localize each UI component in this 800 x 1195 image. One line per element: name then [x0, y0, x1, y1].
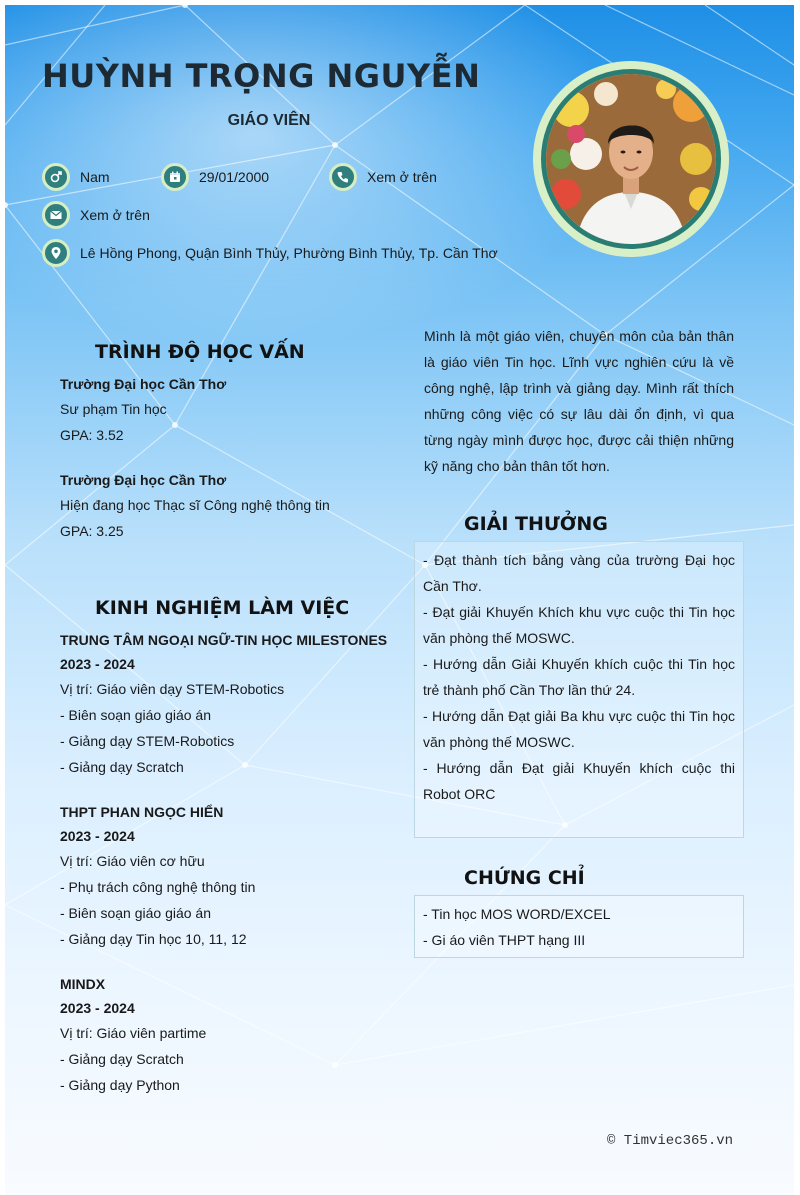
- email-icon: [42, 201, 70, 229]
- address-value: Lê Hồng Phong, Quận Bình Thủy, Phường Bình Thủy, Tp. Cần Thơ: [80, 245, 498, 261]
- info-birthday: [161, 163, 269, 191]
- experience-company: MINDX: [60, 976, 106, 992]
- education-major: Hiện đang học Thạc sĩ Công nghệ thông tin: [60, 497, 330, 513]
- education-gpa: GPA: 3.52: [60, 427, 124, 443]
- certificates-title: CHỨNG CHỈ: [464, 867, 585, 889]
- experience-period: 2023 - 2024: [60, 1000, 135, 1016]
- certificates-box: [414, 895, 744, 958]
- location-pin-icon: [42, 239, 70, 267]
- experience-task: - Giảng dạy Scratch: [60, 759, 184, 775]
- experience-position: Vị trí: Giáo viên dạy STEM-Robotics: [60, 681, 285, 697]
- experience-task: - Giảng dạy Tin học 10, 11, 12: [60, 931, 247, 947]
- gender-value: Nam: [80, 169, 110, 185]
- experience-company: TRUNG TÂM NGOẠI NGỮ-TIN HỌC MILESTONES: [60, 632, 388, 648]
- candidate-role: GIÁO VIÊN: [227, 112, 311, 129]
- calendar-icon: [161, 163, 189, 191]
- award-item: - Hướng dẫn Đạt giải Ba khu vực cuộc thi Tin học văn phòng thế MOSWC.: [423, 708, 735, 750]
- certificate-item: - Tin học MOS WORD/EXCEL: [423, 906, 611, 922]
- phone-icon: [329, 163, 357, 191]
- email-value: Xem ở trên: [80, 207, 150, 223]
- gender-icon: [42, 163, 70, 191]
- education-major: Sư phạm Tin học: [60, 401, 167, 417]
- experience-title: KINH NGHIỆM LÀM VIỆC: [95, 597, 350, 619]
- experience-task: - Phụ trách công nghệ thông tin: [60, 879, 256, 895]
- avatar: [541, 69, 721, 249]
- experience-task: - Giảng dạy Python: [60, 1077, 180, 1093]
- award-item: - Đạt giải Khuyến Khích khu vực cuộc thi Tin học văn phòng thế MOSWC.: [423, 604, 735, 646]
- about-text: Mình là một giáo viên, chuyên môn của bản thân là giáo viên Tin học. Lĩnh vực nghiên cứu là về công nghệ, lập trình và giảng dạy. Mình rất thích những công việc có sự lâu dài ổn định, vì qua từng ngày mình được học, được cải thiện những kỹ năng cho bản thân tốt hơn.: [424, 328, 734, 474]
- experience-task: - Giảng dạy STEM-Robotics: [60, 733, 235, 749]
- education-gpa: GPA: 3.25: [60, 523, 124, 539]
- experience-position: Vị trí: Giáo viên cơ hữu: [60, 853, 205, 869]
- award-item: - Hướng dẫn Đạt giải Khuyến khích cuộc thi Robot ORC: [423, 760, 735, 802]
- footer-brand: © Timviec365.vn: [607, 1133, 734, 1149]
- experience-period: 2023 - 2024: [60, 828, 135, 844]
- info-phone: [329, 163, 437, 191]
- awards-title: GIẢI THƯỞNG: [464, 513, 608, 535]
- experience-period: 2023 - 2024: [60, 656, 135, 672]
- birthday-value: 29/01/2000: [199, 169, 270, 185]
- awards-box: [414, 541, 744, 838]
- experience-company: THPT PHAN NGỌC HIỂN: [60, 804, 224, 820]
- info-address: [42, 239, 498, 267]
- experience-task: - Giảng dạy Scratch: [60, 1051, 184, 1067]
- education-title: TRÌNH ĐỘ HỌC VẤN: [95, 341, 305, 363]
- experience-position: Vị trí: Giáo viên partime: [60, 1025, 207, 1041]
- info-gender: [42, 163, 110, 191]
- education-school: Trường Đại học Cần Thơ: [60, 376, 227, 392]
- info-email: [42, 201, 150, 229]
- experience-task: - Biên soạn giáo giáo án: [60, 905, 211, 921]
- award-item: - Hướng dẫn Giải Khuyến khích cuộc thi Tin học trẻ thành phố Cần Thơ lần thứ 24.: [423, 656, 735, 698]
- cv-page: [5, 5, 794, 1195]
- experience-task: - Biên soạn giáo giáo án: [60, 707, 211, 723]
- certificate-item: - Gi áo viên THPT hạng III: [423, 932, 586, 948]
- candidate-name: HUỲNH TRỌNG NGUYỄN: [42, 57, 481, 95]
- education-school: Trường Đại học Cần Thơ: [60, 472, 227, 488]
- award-item: - Đạt thành tích bảng vàng của trường Đại học Cần Thơ.: [423, 552, 735, 594]
- phone-value: Xem ở trên: [367, 169, 437, 185]
